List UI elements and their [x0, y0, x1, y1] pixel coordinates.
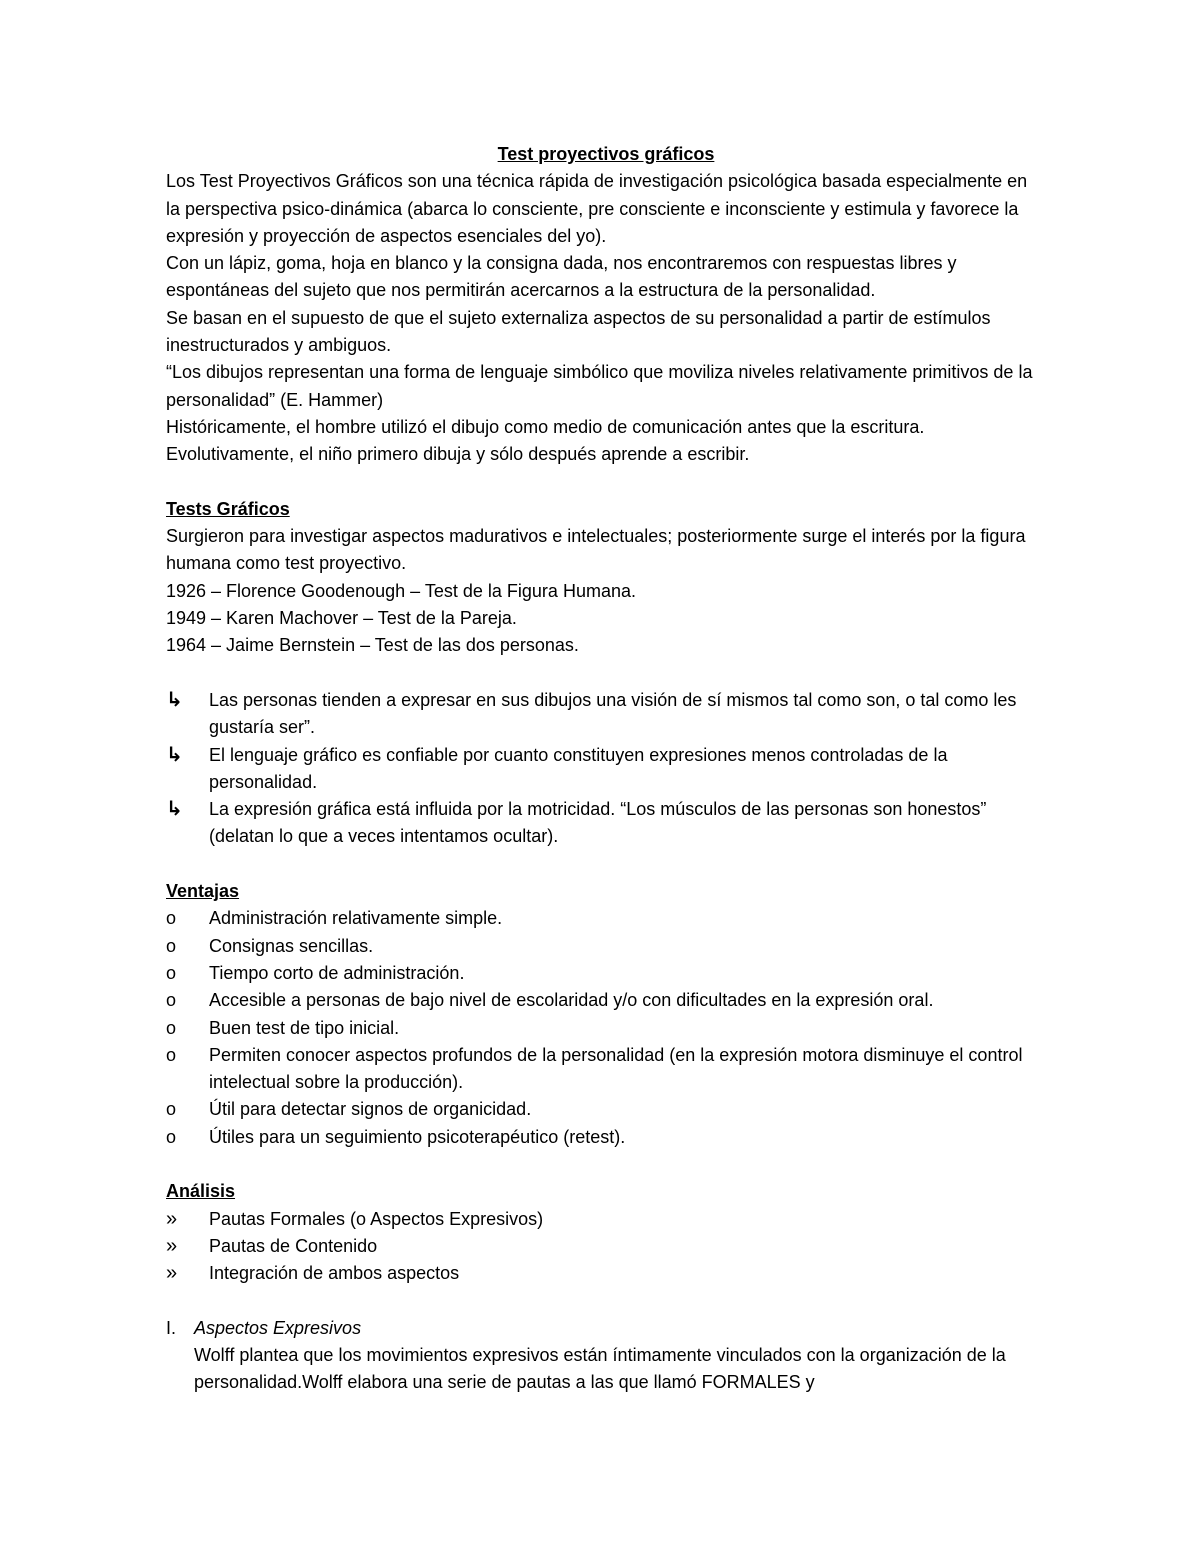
circle-bullet-icon: o: [166, 1044, 177, 1065]
list-item: [166, 1015, 1046, 1042]
circle-bullet-icon: o: [166, 1017, 177, 1038]
list-item: [166, 1042, 1046, 1097]
circle-bullet-icon: o: [166, 1126, 177, 1147]
spacer: [166, 660, 1046, 687]
double-angle-bullet-icon: »: [166, 1234, 178, 1257]
list-item-text: Permiten conocer aspectos profundos de la personalidad (en la expresión motora disminuye el control intelectual sobre la producción).: [209, 1044, 1023, 1093]
intro-paragraph-5: Históricamente, el hombre utilizó el dibujo como medio de comunicación antes que la escritura.: [166, 416, 925, 437]
list-item: [166, 1096, 1046, 1123]
list-item: [166, 960, 1046, 987]
arrow-bullet-list: [166, 687, 1046, 851]
intro-paragraph-3: Se basan en el supuesto de que el sujeto externaliza aspectos de su personalidad a partir de estímulos inestructurados y ambiguos.: [166, 307, 991, 356]
double-angle-bullet-icon: »: [166, 1262, 178, 1285]
circle-bullet-icon: o: [166, 1099, 177, 1120]
list-item-text: Consignas sencillas.: [209, 935, 374, 956]
list-item-text: Accesible a personas de bajo nivel de escolaridad y/o con dificultades en la expresión oral.: [209, 990, 934, 1011]
intro-paragraph-1: Los Test Proyectivos Gráficos son una técnica rápida de investigación psicológica basada especialmente en la perspectiva psico-dinámica (abarca lo consciente, pre consciente e inconsciente y estimula y favorece la expresión y proyección de aspectos esenciales del yo).: [166, 171, 1028, 246]
list-item-text: Buen test de tipo inicial.: [209, 1017, 400, 1038]
circle-bullet-icon: o: [166, 908, 177, 929]
section-body-text: Wolff plantea que los movimientos expresivos están íntimamente vinculados con la organización de la personalidad.Wolff elabora una serie de pautas a las que llamó FORMALES y: [194, 1345, 1006, 1393]
list-item: [166, 1124, 1046, 1151]
double-angle-bullet-icon: »: [166, 1207, 178, 1230]
section-title: Aspectos Expresivos: [194, 1317, 362, 1338]
list-item: [166, 1233, 1046, 1260]
list-item-text: Útil para detectar signos de organicidad.: [209, 1099, 532, 1120]
circle-bullet-icon: o: [166, 962, 177, 983]
list-item: [166, 1260, 1046, 1287]
circle-bullet-icon: o: [166, 990, 177, 1011]
arrow-bullet-icon: ↳: [166, 743, 183, 766]
list-item: [166, 1206, 1046, 1233]
ventajas-list: [166, 905, 1046, 1151]
timeline-entry-1926: 1926 – Florence Goodenough – Test de la Figura Humana.: [166, 580, 636, 601]
list-item: [166, 933, 1046, 960]
section-heading-tests-graficos: Tests Gráficos: [166, 498, 290, 519]
list-item: [166, 742, 1046, 797]
list-item-text: Útiles para un seguimiento psicoterapéutico (retest).: [209, 1126, 626, 1147]
spacer: [166, 851, 1046, 878]
list-item-text: La expresión gráfica está influida por la motricidad. “Los músculos de las personas son honestos” (delatan lo que a veces intentamos ocultar).: [209, 799, 987, 847]
section-heading-ventajas: Ventajas: [166, 881, 240, 902]
document-page: [166, 141, 1046, 1397]
list-item-text: El lenguaje gráfico es confiable por cuanto constituyen expresiones menos controladas de la personalidad.: [209, 744, 948, 792]
section-number: I.: [166, 1317, 177, 1338]
list-item-text: Tiempo corto de administración.: [209, 962, 465, 983]
spacer: [166, 1287, 1046, 1314]
arrow-bullet-icon: ↳: [166, 798, 183, 821]
section-aspectos-expresivos: [166, 1315, 1046, 1397]
list-item: [166, 796, 1046, 851]
timeline-entry-1964: 1964 – Jaime Bernstein – Test de las dos personas.: [166, 635, 579, 656]
list-item: [166, 987, 1046, 1014]
list-item-text: Integración de ambos aspectos: [209, 1263, 460, 1284]
list-item-text: Pautas de Contenido: [209, 1235, 378, 1256]
analisis-list: [166, 1206, 1046, 1288]
timeline-entry-1949: 1949 – Karen Machover – Test de la Pareja.: [166, 608, 517, 629]
spacer: [166, 1151, 1046, 1178]
document-title: Test proyectivos gráficos: [497, 144, 715, 164]
list-item-text: Pautas Formales (o Aspectos Expresivos): [209, 1208, 544, 1229]
circle-bullet-icon: o: [166, 935, 177, 956]
intro-paragraph-2: Con un lápiz, goma, hoja en blanco y la consigna dada, nos encontraremos con respuestas libres y espontáneas del sujeto que nos permitirán acercarnos a la estructura de la personalidad.: [166, 253, 957, 301]
list-item: [166, 687, 1046, 742]
hammer-quote: “Los dibujos representan una forma de lenguaje simbólico que moviliza niveles relativamente primitivos de la personalidad” (E. Hammer): [166, 362, 1033, 410]
section-heading-analisis: Análisis: [166, 1181, 236, 1202]
intro-paragraph-6: Evolutivamente, el niño primero dibuja y sólo después aprende a escribir.: [166, 444, 750, 465]
list-item-text: Administración relativamente simple.: [209, 908, 503, 929]
list-item: [166, 905, 1046, 932]
tests-graficos-paragraph: Surgieron para investigar aspectos madurativos e intelectuales; posteriormente surge el interés por la figura humana como test proyectivo.: [166, 526, 1026, 574]
list-item-text: Las personas tienden a expresar en sus dibujos una visión de sí mismos tal como son, o tal como les gustaría ser”.: [209, 689, 1017, 738]
spacer: [166, 469, 1046, 496]
arrow-bullet-icon: ↳: [166, 688, 183, 711]
